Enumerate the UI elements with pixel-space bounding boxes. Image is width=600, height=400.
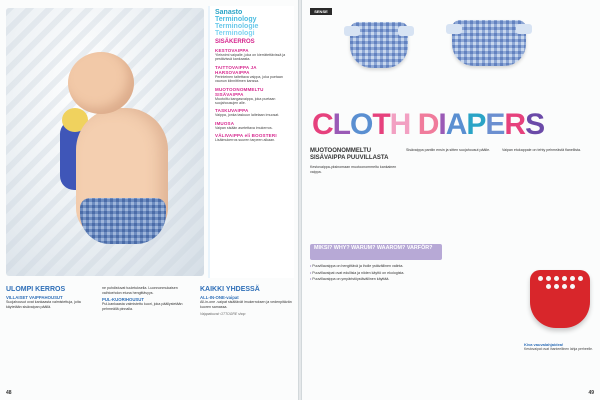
bottom-articles [6,286,294,390]
subheading: ALL-IN-ONE-vaipat [200,295,239,300]
body-text: Vaipan etukappale on tehty pehmeästä flanellista. [502,148,582,152]
snap-icon [546,276,551,281]
bullet-item: • Puuvillavaipat ovat edullisia ja niiden käyttö on ekologista. [310,271,520,276]
glossary-title-sv: Terminologi [215,30,255,37]
why-bullets [310,264,520,284]
tip-title: Kiva vauvalahjaidea! [524,342,564,347]
baby-head [68,52,134,114]
body-text: Kestovaippa-yksinomaan muotoonommeltu kankainen vaippa. [310,165,397,174]
glossary-entry [215,65,291,84]
snap-icon [554,276,559,281]
article-title: MUOTOONOMMELTU SISÄVAIPPA PUUVILLASTA [310,148,389,161]
intro-column-2 [406,148,494,153]
banner-letter: E [485,108,505,141]
banner-letter: L [332,108,350,141]
banner-letter: D [417,108,439,141]
photo-credit: Vaippakuvat: OTTOGRE shop [200,312,246,316]
diaper-front-photo [350,22,408,68]
intro-column-3 [502,148,594,153]
banner-letter [410,108,417,142]
glossary-text: Perinteinen taitettava vaippa, joka puetaan vaunun kiinnittimen kanssa. [215,74,283,84]
subheading: PUL-KUORIHOUSUT [102,297,145,302]
left-page [0,0,298,400]
banner-letter: S [525,108,545,141]
glossary-title [215,9,291,37]
glossary-term: KESTOVAIPPA [215,48,249,53]
glossary-sidebar [208,6,294,278]
article-column-3 [200,286,294,316]
glossary-text: Vaippa, jonka taskuun laitetaan imuosat. [215,113,280,118]
glossary-text: Lisäimukerros suuren tarpeen aikaan. [215,138,276,143]
glossary-term: TAITTOVAIPPA JA HARSOVAIPPA [215,64,257,75]
bullet-item: • Puuvillavaippa on ympäristöystävällinen käyttää. [310,277,520,282]
cloth-diapers-banner [312,108,598,142]
banner-letter: T [372,108,390,141]
page-number: 49 [588,390,594,396]
section-heading: KAIKKI YHDESSÄ [200,286,260,293]
glossary-text: Vaipan sisään asetettava imukerros. [215,125,273,130]
red-diaper-photo [524,252,594,336]
glossary-entry [215,133,291,142]
glossary-entry [215,48,291,62]
article-column-1 [6,286,96,309]
glossary-text: Yleisnimi vaipalle, joka on kierrätettävissä ja pestävissä kankaasta. [215,53,286,62]
why-section [310,244,520,394]
glossary-entry [215,108,291,117]
glossary-term: IMUOSA [215,120,235,126]
glossary-term: MUOTOONOMMELTU SISÄVAIPPA [215,86,264,97]
banner-letter: R [504,108,526,141]
bullet-item: • Puuvillavaippa on hengittävä ja iholle ystävällinen valinta. [310,264,520,269]
diaper-tab [344,26,360,36]
banner-letter: C [312,108,333,141]
body-text: Sisävaippa pantiin ensin ja sitten suojahousut päälle. [406,148,491,152]
diaper-tab [516,24,532,34]
snap-icon [578,276,583,281]
snap-icon [546,284,551,289]
red-diaper [530,270,590,328]
snap-icon [570,284,575,289]
intro-column-1 [310,148,398,174]
subheading: VILLAISET VAIPPAHOUSUT [6,295,63,300]
glossary-heading: SISÄKERROS [215,39,255,45]
right-page [302,0,600,400]
baby-photo [6,8,204,276]
banner-letter: P [466,108,486,141]
tip-text: Kestovaipat ovat ihanteellinen lahja perheelle. [524,347,593,351]
snap-icon [562,284,567,289]
banner-letter: A [445,108,467,141]
gift-tip [524,342,596,351]
diaper-tab [446,24,462,34]
section-heading: ULOMPI KERROS [6,286,66,293]
banner-letter: H [389,108,411,141]
diaper-back-photo [452,20,526,66]
why-heading: MIKSI? WHY? WARUM? WAAROM? VARFÖR? [310,244,442,260]
snap-icon [554,284,559,289]
article-column-2 [102,286,192,311]
diaper-tab [398,26,414,36]
glossary-entry [215,87,291,106]
snap-icon [562,276,567,281]
section-badge: SENSE [310,8,332,15]
intro-columns [310,148,594,240]
gingham-diaper [80,198,166,244]
body-text: Pul-kankaasta valmistettu kuori, joka päällystetään pehmeällä pinnalla. [102,302,183,311]
body-text: All-in-one -vaipat sisältävät imukerroksen ja vedenpitävän kuoren samassa. [200,300,292,309]
glossary-title-de: Terminologie [215,23,259,30]
glossary-text: Muotoiltu kangasvaippa, joka puetaan suojahousujen alle. [215,96,276,106]
banner-letter: I [438,108,446,141]
banner-letter: O [350,108,373,141]
body-text: ne puhdistuvat tuuletuksella. Luonnonmukaisen vaihtoehdon etuna hengittävyys. [102,286,178,295]
glossary-term: VÄLIVAIPPA eli BOOSTERI [215,133,277,139]
page-number: 48 [6,390,12,396]
glossary-title-fi: Sanasto [215,9,243,16]
glossary-entry [215,121,291,130]
snap-icon [538,276,543,281]
glossary-term: TASKUVAIPPA [215,108,249,114]
glossary-title-en: Terminology [215,16,257,23]
body-text: Suojahousut ovat kankaasta valmistettuja, joita käytetään sisävaipan päällä. [6,300,81,309]
snap-icon [570,276,575,281]
